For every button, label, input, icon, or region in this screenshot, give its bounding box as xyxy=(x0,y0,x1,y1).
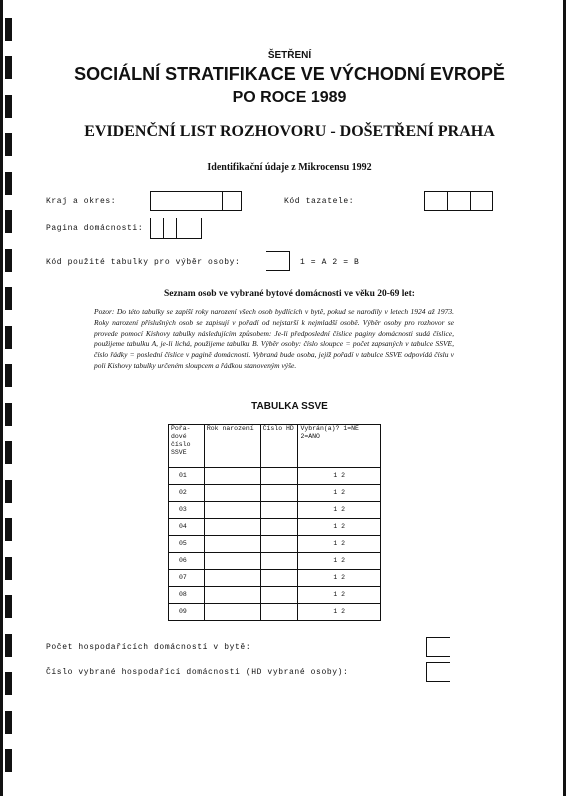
row-order: 07 xyxy=(169,570,205,587)
birth-year-cell[interactable] xyxy=(204,536,260,553)
survey-kicker: ŠETŘENÍ xyxy=(267,50,312,61)
hd-number-cell[interactable] xyxy=(260,570,298,587)
birth-year-cell[interactable] xyxy=(204,485,260,502)
kod-tabulky-label: Kód použité tabulky pro výběr osoby: xyxy=(46,258,241,267)
pagina-label: Pagina domácnosti: xyxy=(46,224,144,233)
hd-number-cell[interactable] xyxy=(260,553,298,570)
selected-choice[interactable]: 1 2 xyxy=(298,604,381,621)
header-hd-number: Číslo HD xyxy=(260,425,298,468)
instruction-note: Pozor: Do této tabulky se zapíší roky narození všech osob bydlících v bytě, pokud se narodily v letech 1924 až 1973. Roky narození příslušných osob se zapisují v pořadí od nejstarší k nejmladší osobě. Výběr osoby pro rozhovor se provede pomocí Kishovy tabulky následujícím způsobem: Je-li předposlední číslice paginy domácnosti sudá číslice, použijeme tabulku A, je-li lichá, použijeme tabulku B. Výběr osoby: číslo sloupce = počet zapsaných v tabulce SSVE, číslo řádky = poslední číslice v pagině domácnosti. Vybraná bude osoba, jejíž pořadí v tabulce SSVE odpovídá číslu v poli Kishovy tabulky určeném sloupcem a řádkou stanoveným výše. xyxy=(94,307,454,370)
kraj-okres-label: Kraj a okres: xyxy=(46,197,117,206)
hd-number-cell[interactable] xyxy=(260,468,298,485)
hd-number-cell[interactable] xyxy=(260,604,298,621)
selected-choice[interactable]: 1 2 xyxy=(298,468,381,485)
kod-tazatele-label: Kód tazatele: xyxy=(284,197,355,206)
header-birth-year: Rok narození xyxy=(204,425,260,468)
table-title: TABULKA SSVE xyxy=(251,401,328,412)
selected-choice[interactable]: 1 2 xyxy=(298,570,381,587)
page-left-edge xyxy=(0,0,3,796)
row-order: 09 xyxy=(169,604,205,621)
birth-year-cell[interactable] xyxy=(204,502,260,519)
birth-year-cell[interactable] xyxy=(204,604,260,621)
birth-year-cell[interactable] xyxy=(204,553,260,570)
row-order: 04 xyxy=(169,519,205,536)
row-order: 06 xyxy=(169,553,205,570)
table-header-row xyxy=(169,425,381,468)
cislo-domacnosti-label: Číslo vybrané hospodařící domácnosti (HD vybrané osoby): xyxy=(46,668,349,677)
selected-choice[interactable]: 1 2 xyxy=(298,536,381,553)
tabulka-options: 1 = A 2 = B xyxy=(300,258,360,267)
header-order: Pořa-dové číslo SSVE xyxy=(169,425,205,468)
hd-number-cell[interactable] xyxy=(260,485,298,502)
selected-choice[interactable]: 1 2 xyxy=(298,485,381,502)
selected-choice[interactable]: 1 2 xyxy=(298,502,381,519)
table-row xyxy=(169,570,381,587)
selected-choice[interactable]: 1 2 xyxy=(298,587,381,604)
survey-title: SOCIÁLNÍ STRATIFIKACE VE VÝCHODNÍ EVROPĚ xyxy=(74,64,505,84)
hd-number-cell[interactable] xyxy=(260,536,298,553)
row-order: 05 xyxy=(169,536,205,553)
survey-title-line2: PO ROCE 1989 xyxy=(232,89,347,106)
pocet-domacnosti-label: Počet hospodařících domácností v bytě: xyxy=(46,643,252,652)
birth-year-cell[interactable] xyxy=(204,570,260,587)
row-order: 08 xyxy=(169,587,205,604)
birth-year-cell[interactable] xyxy=(204,587,260,604)
table-row xyxy=(169,485,381,502)
table-row xyxy=(169,553,381,570)
table-row xyxy=(169,536,381,553)
row-order: 02 xyxy=(169,485,205,502)
form-title: EVIDENČNÍ LIST ROZHOVORU - DOŠETŘENÍ PRAHA xyxy=(84,123,495,140)
birth-year-cell[interactable] xyxy=(204,468,260,485)
selected-choice[interactable]: 1 2 xyxy=(298,519,381,536)
table-row xyxy=(169,587,381,604)
section-title: Seznam osob ve vybrané bytové domácnosti ve věku 20-69 let: xyxy=(164,289,415,299)
selected-choice[interactable]: 1 2 xyxy=(298,553,381,570)
table-row xyxy=(169,604,381,621)
header-selected: Vybrán(a)? 1=NE 2=ANO xyxy=(298,425,381,468)
ssve-table xyxy=(168,424,381,621)
hd-number-cell[interactable] xyxy=(260,519,298,536)
table-row xyxy=(169,519,381,536)
row-order: 01 xyxy=(169,468,205,485)
table-row xyxy=(169,502,381,519)
birth-year-cell[interactable] xyxy=(204,519,260,536)
table-row xyxy=(169,468,381,485)
hd-number-cell[interactable] xyxy=(260,587,298,604)
row-order: 03 xyxy=(169,502,205,519)
hd-number-cell[interactable] xyxy=(260,502,298,519)
form-subtitle: Identifikační údaje z Mikrocensu 1992 xyxy=(207,162,372,173)
page-right-edge xyxy=(563,0,566,796)
